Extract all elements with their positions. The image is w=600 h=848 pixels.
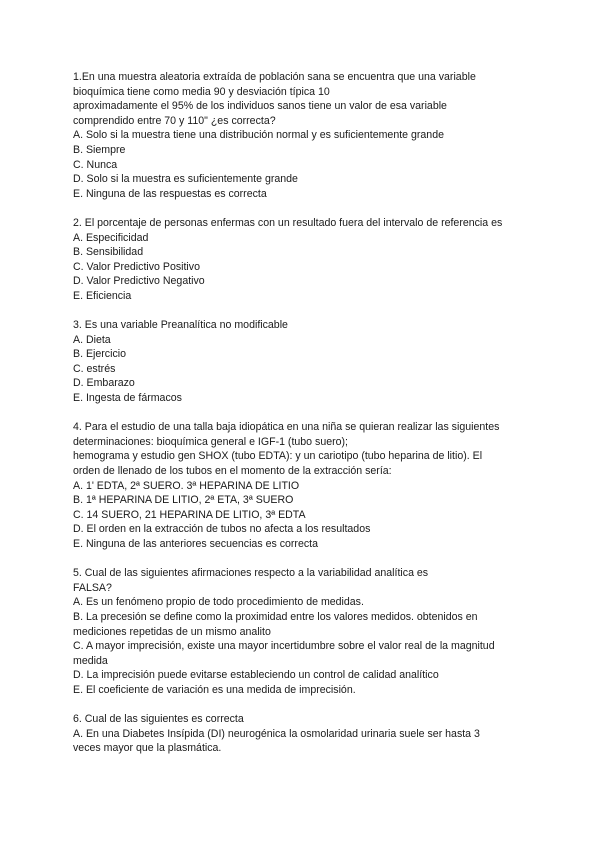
- answer-option: D. El orden en la extracción de tubos no afecta a los resultados: [73, 523, 371, 536]
- question-spacer: [73, 201, 533, 216]
- question-text-line: bioquímica tiene como media 90 y desviación típica 10: [73, 85, 330, 98]
- question-spacer: [73, 552, 533, 567]
- answer-option: mediciones repetidas de un mismo analito: [73, 625, 271, 638]
- question-3: [73, 318, 533, 406]
- answer-option: D. Embarazo: [73, 377, 135, 390]
- question-5: [73, 566, 533, 697]
- exam-questions: [73, 70, 533, 756]
- question-2: [73, 216, 533, 304]
- answer-option: medida: [73, 654, 108, 667]
- answer-option: E. Ingesta de fármacos: [73, 392, 182, 405]
- question-6: [73, 712, 533, 756]
- answer-option: C. Valor Predictivo Positivo: [73, 260, 200, 273]
- answer-option: E. Eficiencia: [73, 289, 132, 302]
- answer-option: B. Ejercicio: [73, 348, 126, 361]
- question-text-line: aproximadamente el 95% de los individuos sanos tiene un valor de esa variable: [73, 100, 447, 113]
- question-text-line: 4. Para el estudio de una talla baja idiopática en una niña se quieran realizar las siguientes: [73, 421, 500, 434]
- answer-option: B. 1ª HEPARINA DE LITIO, 2ª ETA, 3ª SUERO: [73, 494, 294, 507]
- answer-option: C. estrés: [73, 362, 116, 375]
- answer-option: A. 1' EDTA, 2ª SUERO. 3ª HEPARINA DE LITIO: [73, 479, 300, 492]
- answer-option: D. Valor Predictivo Negativo: [73, 275, 205, 288]
- answer-option: B. Siempre: [73, 143, 126, 156]
- answer-option: A. En una Diabetes Insípida (DI) neurogénica la osmolaridad urinaria suele ser hasta 3: [73, 727, 480, 740]
- answer-option: E. El coeficiente de variación es una medida de imprecisión.: [73, 683, 356, 696]
- question-text-line: orden de llenado de los tubos en el momento de la extracción sería:: [73, 465, 392, 478]
- answer-option: E. Ninguna de las respuestas es correcta: [73, 187, 267, 200]
- answer-option: veces mayor que la plasmática.: [73, 742, 222, 755]
- question-text-line: 5. Cual de las siguientes afirmaciones respecto a la variabilidad analítica es: [73, 567, 429, 580]
- question-text-line: 6. Cual de las siguientes es correcta: [73, 713, 244, 726]
- answer-option: A. Especificidad: [73, 231, 149, 244]
- answer-option: A. Solo si la muestra tiene una distribución normal y es suficientemente grande: [73, 129, 444, 142]
- answer-option: E. Ninguna de las anteriores secuencias es correcta: [73, 538, 318, 550]
- answer-option: A. Es un fenómeno propio de todo procedimiento de medidas.: [73, 596, 364, 609]
- question-text-line: determinaciones: bioquímica general e IGF-1 (tubo suero);: [73, 435, 348, 448]
- question-4: [73, 420, 533, 551]
- question-spacer: [73, 304, 533, 319]
- answer-option: C. A mayor imprecisión, existe una mayor incertidumbre sobre el valor real de la magnitud: [73, 640, 495, 653]
- answer-option: C. Nunca: [73, 158, 118, 171]
- question-text-line: 2. El porcentaje de personas enfermas con un resultado fuera del intervalo de referencia es: [73, 216, 503, 229]
- answer-option: B. La precesión se define como la proximidad entre los valores medidos. obtenidos en: [73, 610, 478, 623]
- answer-option: C. 14 SUERO, 21 HEPARINA DE LITIO, 3ª EDTA: [73, 508, 306, 521]
- question-text-line: 1.En una muestra aleatoria extraída de población sana se encuentra que una variable: [73, 71, 476, 83]
- question-1: [73, 70, 533, 201]
- question-text-line: comprendido entre 70 y 110" ¿es correcta?: [73, 114, 276, 127]
- question-text-line: hemograma y estudio gen SHOX (tubo EDTA): y un cariotipo (tubo heparina de litio). El: [73, 450, 483, 463]
- question-spacer: [73, 406, 533, 421]
- answer-option: B. Sensibilidad: [73, 246, 144, 259]
- answer-option: A. Dieta: [73, 333, 111, 346]
- question-text-line: FALSA?: [73, 581, 112, 594]
- question-spacer: [73, 698, 533, 713]
- answer-option: D. Solo si la muestra es suficientemente grande: [73, 173, 298, 186]
- answer-option: D. La imprecisión puede evitarse estableciendo un control de calidad analítico: [73, 669, 439, 682]
- question-text-line: 3. Es una variable Preanalítica no modificable: [73, 319, 288, 332]
